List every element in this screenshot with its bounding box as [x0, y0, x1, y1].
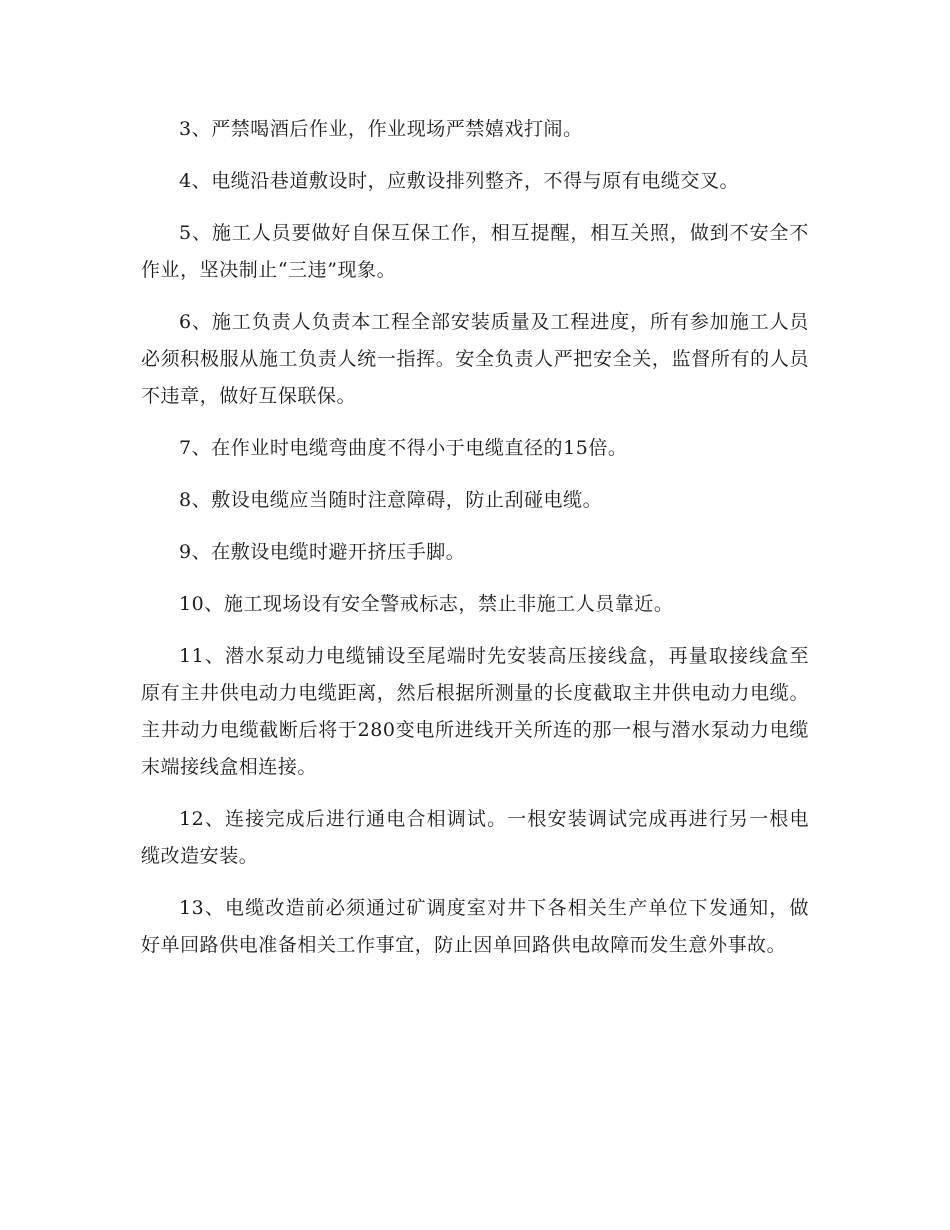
paragraph-item-3: 3、严禁喝酒后作业，作业现场严禁嬉戏打闹。: [179, 118, 583, 140]
paragraph-item-13: 13、电缆改造前必须通过矿调度室对井下各相关生产单位下发通知，做好单回路供电准备相关工作事宜，防止因单回路供电故障而发生意外事故。: [141, 897, 809, 956]
paragraph-item-8: 8、敷设电缆应当随时注意障碍，防止刮碰电缆。: [179, 489, 603, 511]
paragraph-item-11: 11、潜水泵动力电缆铺设至尾端时先安装高压接线盒，再量取接线盒至原有主井供电动力电缆距离，然后根据所测量的长度截取主井供电动力电缆。主井动力电缆截断后将于280变电所进线开关所连的那一根与潜水泵动力电缆末端接线盒相连接。: [141, 645, 809, 778]
paragraph-item-4: 4、电缆沿巷道敷设时，应敷设排列整齐，不得与原有电缆交叉。: [179, 170, 740, 192]
document-body: [141, 111, 809, 979]
paragraph-item-5: 5、施工人员要做好自保互保工作，相互提醒，相互关照，做到不安全不作业，坚决制止“三违”现象。: [141, 222, 809, 281]
paragraph-item-7: 7、在作业时电缆弯曲度不得小于电缆直径的15倍。: [179, 437, 628, 459]
paragraph-item-10: 10、施工现场设有安全警戒标志，禁止非施工人员靠近。: [179, 593, 674, 615]
paragraph-item-6: 6、施工负责人负责本工程全部安装质量及工程进度，所有参加施工人员必须积极服从施工负责人统一指挥。安全负责人严把安全关，监督所有的人员不违章，做好互保联保。: [141, 311, 809, 407]
paragraph-item-9: 9、在敷设电缆时避开挤压手脚。: [179, 541, 466, 563]
paragraph-item-12: 12、连接完成后进行通电合相调试。一根安装调试完成再进行另一根电缆改造安装。: [141, 808, 809, 867]
